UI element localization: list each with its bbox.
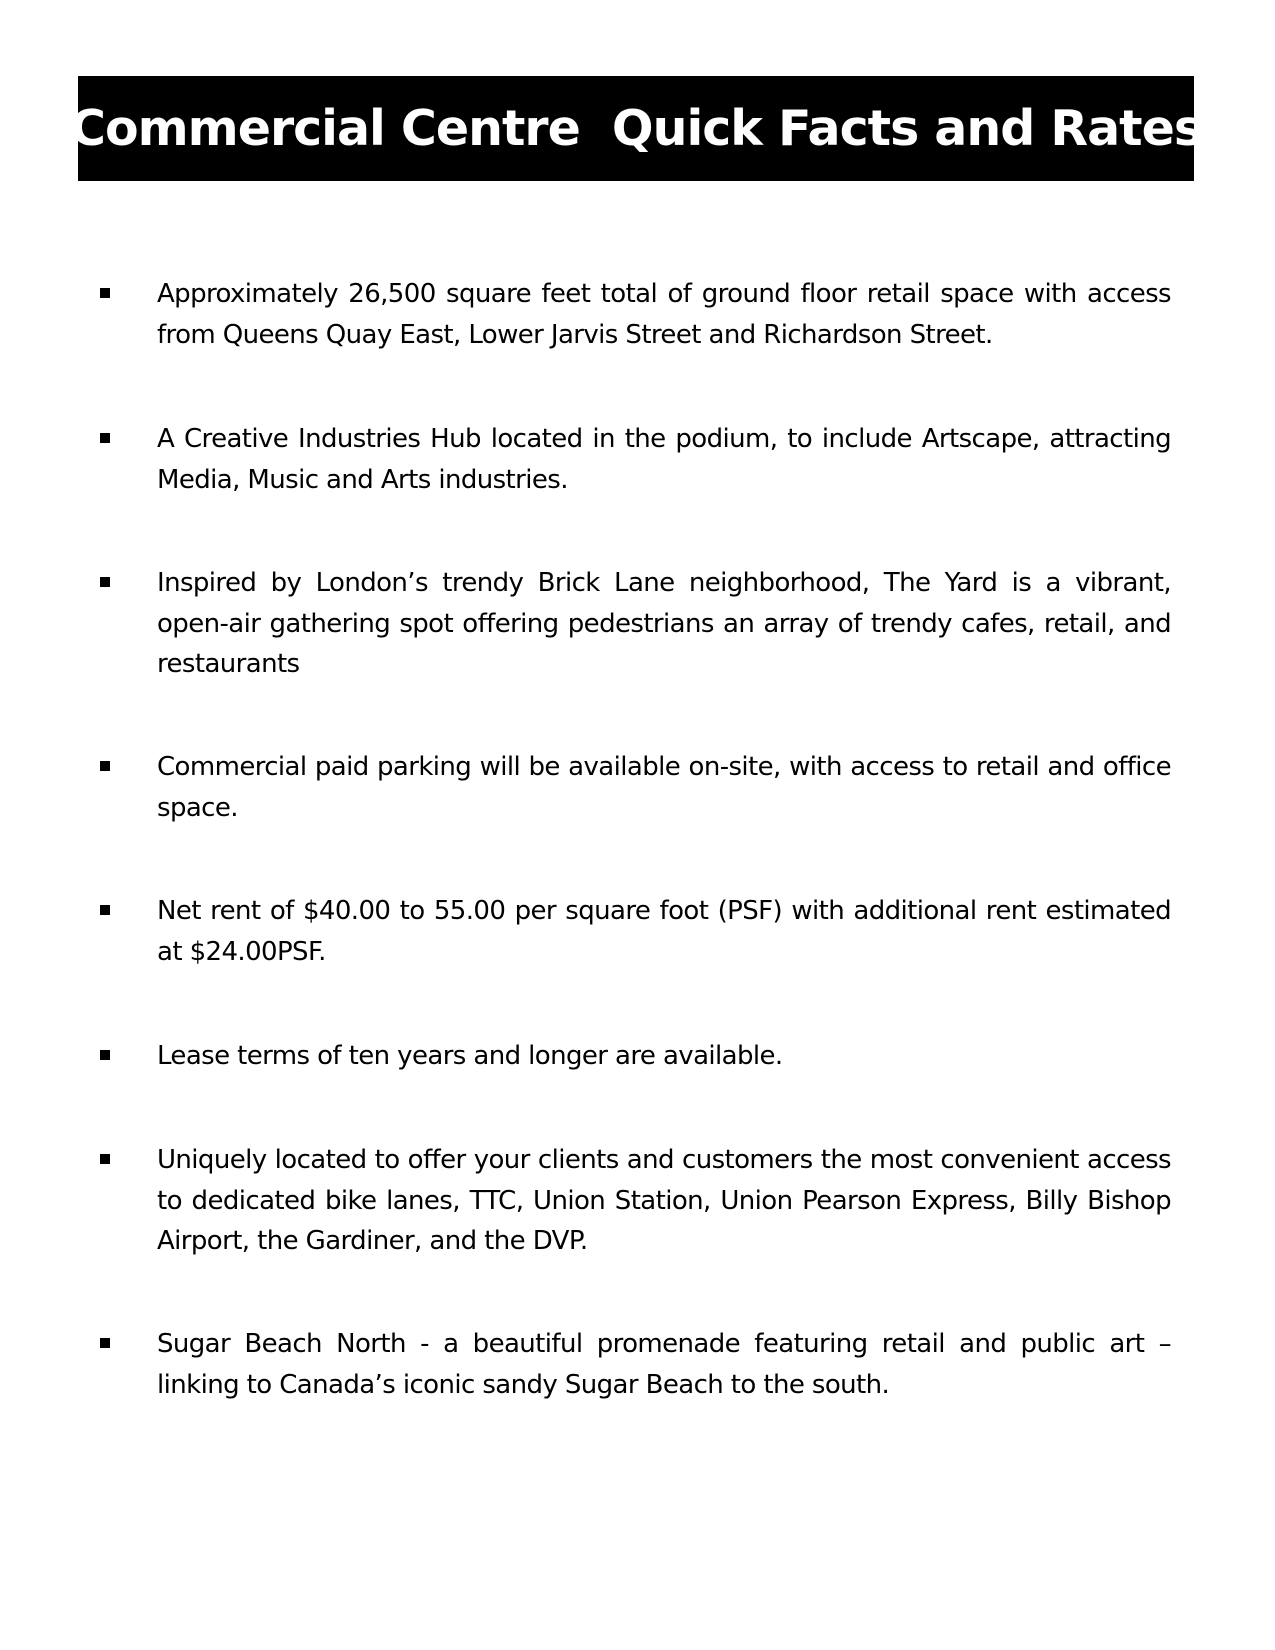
fact-text: Net rent of $40.00 to 55.00 per square foot (PSF) with additional rent estimated at $24.00PSF.: [157, 896, 1171, 967]
fact-text: Commercial paid parking will be available on-site, with access to retail and office space.: [157, 752, 1171, 823]
page-title: Commercial Centre Quick Facts and Rates: [70, 100, 1203, 157]
fact-text: Inspired by London’s trendy Brick Lane neighborhood, The Yard is a vibrant, open-air gathering spot offering pedestrians an array of trendy cafes, retail, and restaurants: [157, 568, 1171, 679]
square-bullet-icon: [100, 761, 110, 771]
fact-text: Uniquely located to offer your clients and customers the most convenient access to dedicated bike lanes, TTC, Union Station, Union Pearson Express, Billy Bishop Airport, the Gardiner, and the DVP.: [157, 1145, 1171, 1256]
square-bullet-icon: [100, 905, 110, 915]
fact-text: Sugar Beach North - a beautiful promenade featuring retail and public art – linking to Canada’s iconic sandy Sugar Beach to the south.: [157, 1329, 1171, 1400]
square-bullet-icon: [100, 1338, 110, 1348]
fact-text: Approximately 26,500 square feet total of ground floor retail space with access from Queens Quay East, Lower Jarvis Street and Richardson Street.: [157, 279, 1171, 350]
square-bullet-icon: [100, 1050, 110, 1060]
fact-text: Lease terms of ten years and longer are available.: [157, 1041, 783, 1071]
square-bullet-icon: [100, 288, 110, 298]
square-bullet-icon: [100, 433, 110, 443]
fact-text: A Creative Industries Hub located in the podium, to include Artscape, attracting Media, Music and Arts industries.: [157, 424, 1171, 495]
square-bullet-icon: [100, 1154, 110, 1164]
title-banner: [70, 76, 1203, 181]
square-bullet-icon: [100, 577, 110, 587]
